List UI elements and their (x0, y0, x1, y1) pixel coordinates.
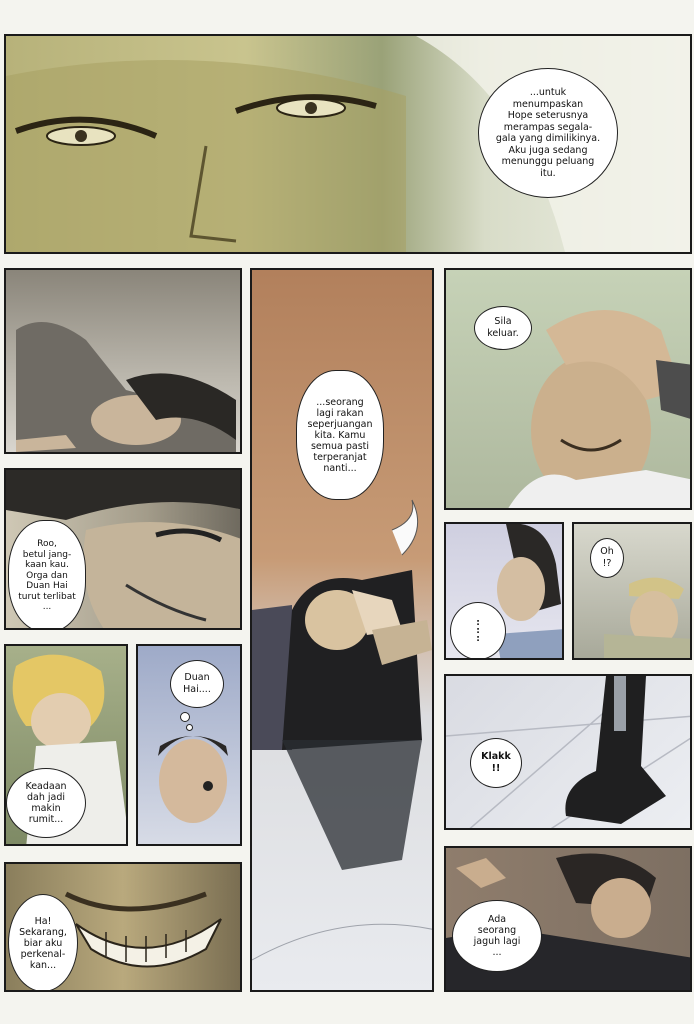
bald-man-hand-on-head (446, 270, 692, 510)
panel-center-tall (250, 268, 434, 992)
speech-bubble-p8: : : : (450, 602, 506, 660)
panel-dark-haired-man (444, 846, 692, 992)
panel-boot-step (444, 674, 692, 830)
panel-top-closeup (4, 34, 692, 254)
panel-grinning-face (4, 862, 242, 992)
panel-side-profile (444, 522, 564, 660)
speech-bubble-p4: Keadaan dah jadi makin rumit... (6, 768, 86, 838)
capped-character (574, 524, 692, 660)
panel-capped-character (572, 522, 692, 660)
speech-bubble-p10: Klakk !! (470, 738, 522, 788)
panel-bald-character (136, 644, 242, 846)
lying-figure (6, 270, 242, 454)
speech-bubble-p7: Sila keluar. (474, 306, 532, 350)
thought-bubble-p4: Duan Hai.... (170, 660, 224, 708)
speech-bubble-p6: ...seorang lagi rakan seperjuangan kita. Kamu semua pasti terperanjat nanti... (296, 370, 384, 500)
speech-bubble-p9: Oh !? (590, 538, 624, 578)
speech-bubble-p3: Roo, betul jang- kaan kau. Orga dan Duan Hai turut terlibat ... (8, 520, 86, 630)
speech-bubble-p5: Ha! Sekarang, biar aku perkenal- kan... (8, 894, 78, 992)
thought-dot-2 (186, 724, 193, 731)
speech-bubble-p1: ...untuk menumpaskan Hope seterusnya merampas segala- gala yang dimilikinya. Aku juga sedang menunggu peluang itu. (478, 68, 618, 198)
panel-closeup-eyes (4, 468, 242, 630)
panel-bald-man-hand (444, 268, 692, 510)
panel-figure-lying (4, 268, 242, 454)
thought-dot-1 (180, 712, 190, 722)
speech-bubble-p11: Ada seorang jaguh lagi ... (452, 900, 542, 972)
